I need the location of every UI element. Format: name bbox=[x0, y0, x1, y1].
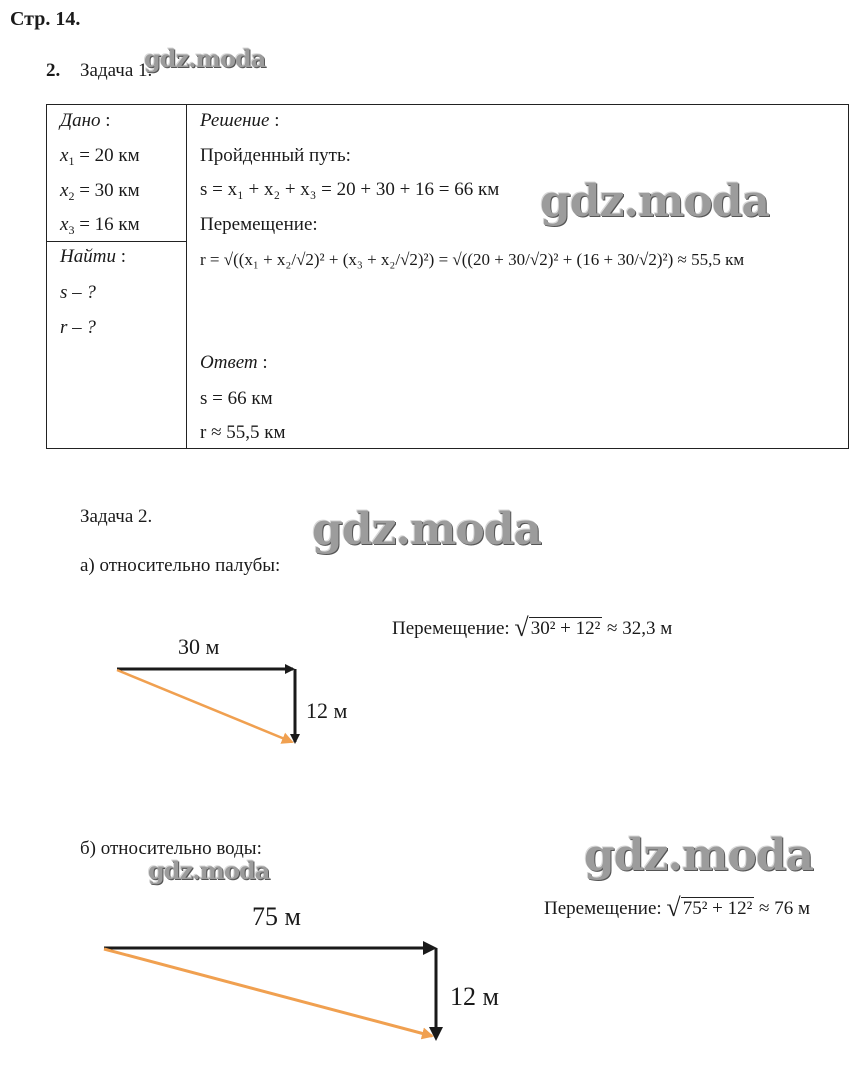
part-a-formula: Перемещение: √ 30² + 12² ≈ 32,3 м bbox=[392, 613, 673, 642]
given-item: $x_3 = 16$ км bbox=[60, 214, 140, 237]
page-header: Стр. 14. bbox=[10, 8, 81, 30]
section-number: 2. bbox=[46, 60, 61, 81]
find-item: r – ? bbox=[60, 317, 96, 338]
displacement-formula: r = √((x₁ + x₂/√2)² + (x₃ + x₂/√2)²) = √((20 + 30/√2)² + (16 + 30/√2)²) ≈ 55,5 км bbox=[200, 250, 745, 269]
path-formula: s = x₁ + x₂ + x₃ = 20 + 30 + 16 = 66 км bbox=[200, 179, 500, 200]
solution-heading: Решение : bbox=[200, 110, 280, 131]
watermark-logo: gdz.moda bbox=[584, 830, 814, 881]
answer-item: s = 66 км bbox=[200, 388, 273, 409]
watermark-logo: gdz.moda bbox=[540, 176, 770, 227]
task1-title: Задача 1. bbox=[80, 60, 153, 81]
task2-title: Задача 2. bbox=[80, 506, 153, 527]
given-item: $x_2 = 30$ км bbox=[60, 180, 140, 203]
part-a-resultant-vector bbox=[117, 670, 292, 742]
answer-heading: Ответ : bbox=[200, 352, 268, 373]
answer-item: r ≈ 55,5 км bbox=[200, 422, 286, 443]
path-label: Пройденный путь: bbox=[200, 145, 351, 166]
displacement-label: Перемещение: bbox=[200, 214, 318, 235]
part-a-horizontal-label: 30 м bbox=[178, 634, 220, 659]
watermark-logo: gdz.moda bbox=[144, 44, 266, 73]
part-a-label: а) относительно палубы: bbox=[80, 555, 281, 576]
part-b-horizontal-label: 75 м bbox=[252, 902, 301, 931]
find-heading: Найти : bbox=[60, 246, 126, 267]
watermark-logo: gdz.moda bbox=[312, 504, 542, 555]
given-heading: Дано : bbox=[60, 110, 111, 131]
part-b-resultant-vector bbox=[104, 949, 432, 1036]
part-a-vertical-label: 12 м bbox=[306, 698, 348, 723]
given-item: $x_1 = 20$ км bbox=[60, 145, 140, 168]
part-b-vertical-label: 12 м bbox=[450, 982, 499, 1011]
find-item: s – ? bbox=[60, 282, 96, 303]
watermark-logo: gdz.moda bbox=[148, 856, 270, 885]
part-b-formula: Перемещение: √ 75² + 12² ≈ 76 м bbox=[544, 893, 810, 922]
part-b-label: б) относительно воды: bbox=[80, 838, 262, 859]
